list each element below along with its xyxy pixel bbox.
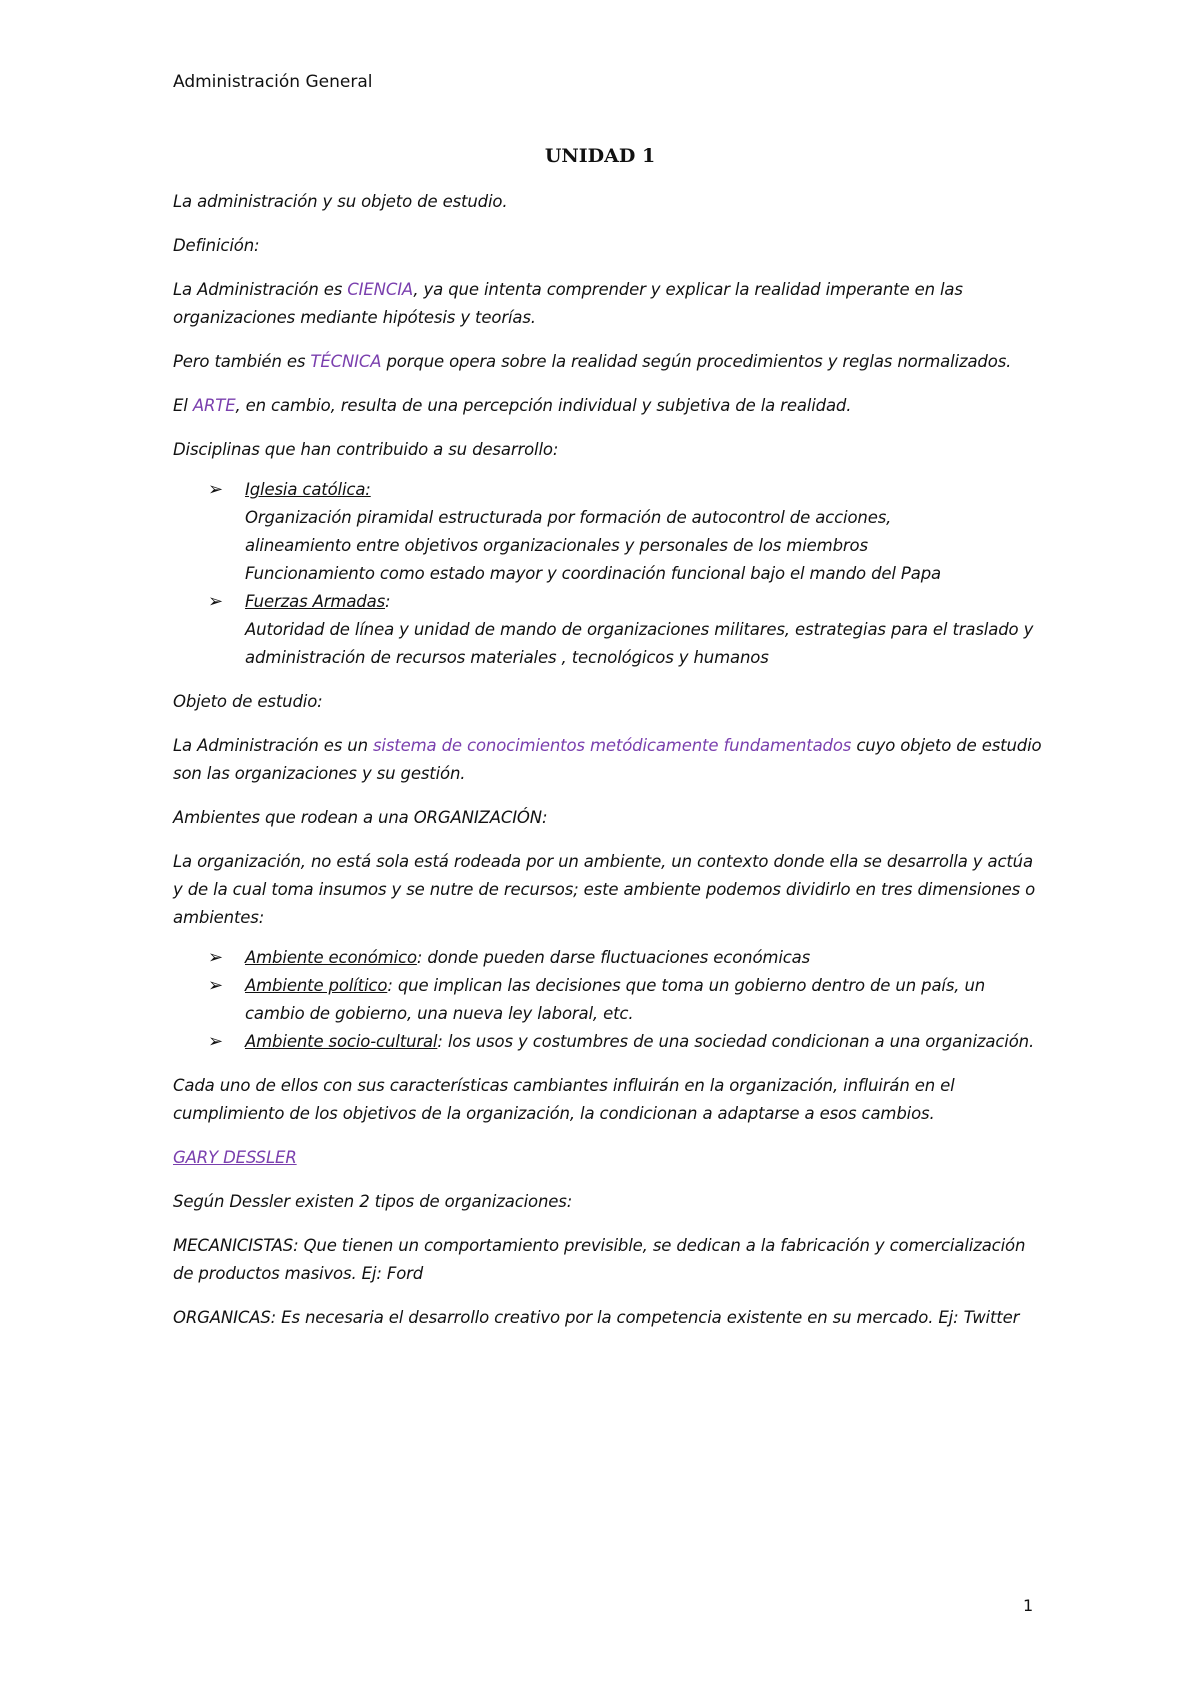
organicas-paragraph: ORGANICAS: Es necesaria el desarrollo creativo por la competencia existente en su mercado. Ej: Twitter	[173, 1308, 1020, 1327]
disciplinas-list	[173, 476, 1043, 672]
dessler-intro: Según Dessler existen 2 tipos de organizaciones:	[173, 1192, 573, 1211]
dessler-heading-paragraph	[173, 1144, 1043, 1172]
ambiente-title: Ambiente económico	[245, 948, 417, 967]
arte-before: El	[173, 396, 193, 415]
ambientes-list	[173, 944, 1043, 1056]
arte-term: ARTE	[192, 396, 236, 415]
dessler-heading: GARY DESSLER	[173, 1148, 297, 1167]
ambientes-outro: Cada uno de ellos con sus características cambiantes influirán en la organización, influirán en el cumplimiento de los objetivos de la organización, la condicionan a adaptarse a esos cambios.	[173, 1076, 955, 1123]
unit-title: UNIDAD 1	[544, 145, 656, 167]
ambientes-label: Ambientes que rodean a una ORGANIZACIÓN:	[173, 808, 548, 827]
arrow-bullet-icon: ➢	[208, 479, 223, 500]
disciplina-line: Autoridad de línea y unidad de mando de organizaciones militares, estrategias para el traslado y administración de recursos materiales , tecnológicos y humanos	[245, 620, 1034, 667]
list-item	[173, 588, 1043, 672]
ambiente-title: Ambiente socio-cultural	[245, 1032, 438, 1051]
intro-line: La administración y su objeto de estudio.	[173, 192, 508, 211]
objeto-paragraph	[173, 732, 1043, 788]
ciencia-after: , ya que intenta comprender y explicar la realidad imperante en las organizaciones mediante hipótesis y teorías.	[173, 280, 963, 327]
arrow-bullet-icon: ➢	[208, 947, 223, 968]
objeto-before: La Administración es un	[173, 736, 373, 755]
ambiente-text: : que implican las decisiones que toma un gobierno dentro de un país, un cambio de gobierno, una nueva ley laboral, etc.	[245, 976, 986, 1023]
list-item	[173, 972, 1043, 1028]
disciplinas-label: Disciplinas que han contribuido a su desarrollo:	[173, 440, 559, 459]
definicion-label: Definición:	[173, 236, 260, 255]
objeto-after: cuyo objeto de estudio son las organizaciones y su gestión.	[173, 736, 1042, 783]
arte-after: , en cambio, resulta de una percepción individual y subjetiva de la realidad.	[235, 396, 852, 415]
disciplina-title-suffix: :	[385, 592, 391, 611]
objeto-term: sistema de conocimientos metódicamente fundamentados	[372, 736, 852, 755]
arrow-bullet-icon: ➢	[208, 591, 223, 612]
tecnica-after: porque opera sobre la realidad según procedimientos y reglas normalizados.	[381, 352, 1012, 371]
tecnica-before: Pero también es	[173, 352, 311, 371]
ciencia-term: CIENCIA	[347, 280, 414, 299]
ambiente-text: : donde pueden darse fluctuaciones económicas	[416, 948, 811, 967]
ciencia-paragraph	[173, 276, 1043, 332]
disciplina-title: Fuerzas Armadas	[245, 592, 386, 611]
document-body	[173, 188, 1043, 1348]
mecanicistas-paragraph: MECANICISTAS: Que tienen un comportamiento previsible, se dedican a la fabricación y comercialización de productos masivos. Ej: Ford	[173, 1236, 1026, 1283]
arte-paragraph	[173, 392, 1043, 420]
disciplina-line: alineamiento entre objetivos organizacionales y personales de los miembros	[245, 536, 868, 555]
list-item	[173, 1028, 1043, 1056]
ambiente-title: Ambiente político	[245, 976, 388, 995]
page-number: 1	[1023, 1596, 1034, 1615]
list-item	[173, 476, 1043, 588]
list-item	[173, 944, 1043, 972]
disciplina-line: Organización piramidal estructurada por formación de autocontrol de acciones,	[245, 508, 892, 527]
arrow-bullet-icon: ➢	[208, 1031, 223, 1052]
ambientes-intro: La organización, no está sola está rodeada por un ambiente, un contexto donde ella se desarrolla y actúa y de la cual toma insumos y se nutre de recursos; este ambiente podemos dividirlo en tres dimensiones o ambientes:	[173, 852, 1036, 927]
arrow-bullet-icon: ➢	[208, 975, 223, 996]
tecnica-paragraph	[173, 348, 1043, 376]
disciplina-line: Funcionamiento como estado mayor y coordinación funcional bajo el mando del Papa	[245, 564, 941, 583]
ambiente-text: : los usos y costumbres de una sociedad condicionan a una organización.	[437, 1032, 1035, 1051]
running-header: Administración General	[173, 72, 373, 92]
objeto-label: Objeto de estudio:	[173, 692, 323, 711]
ciencia-before: La Administración es	[173, 280, 348, 299]
disciplina-title: Iglesia católica:	[245, 480, 371, 499]
tecnica-term: TÉCNICA	[310, 352, 382, 371]
